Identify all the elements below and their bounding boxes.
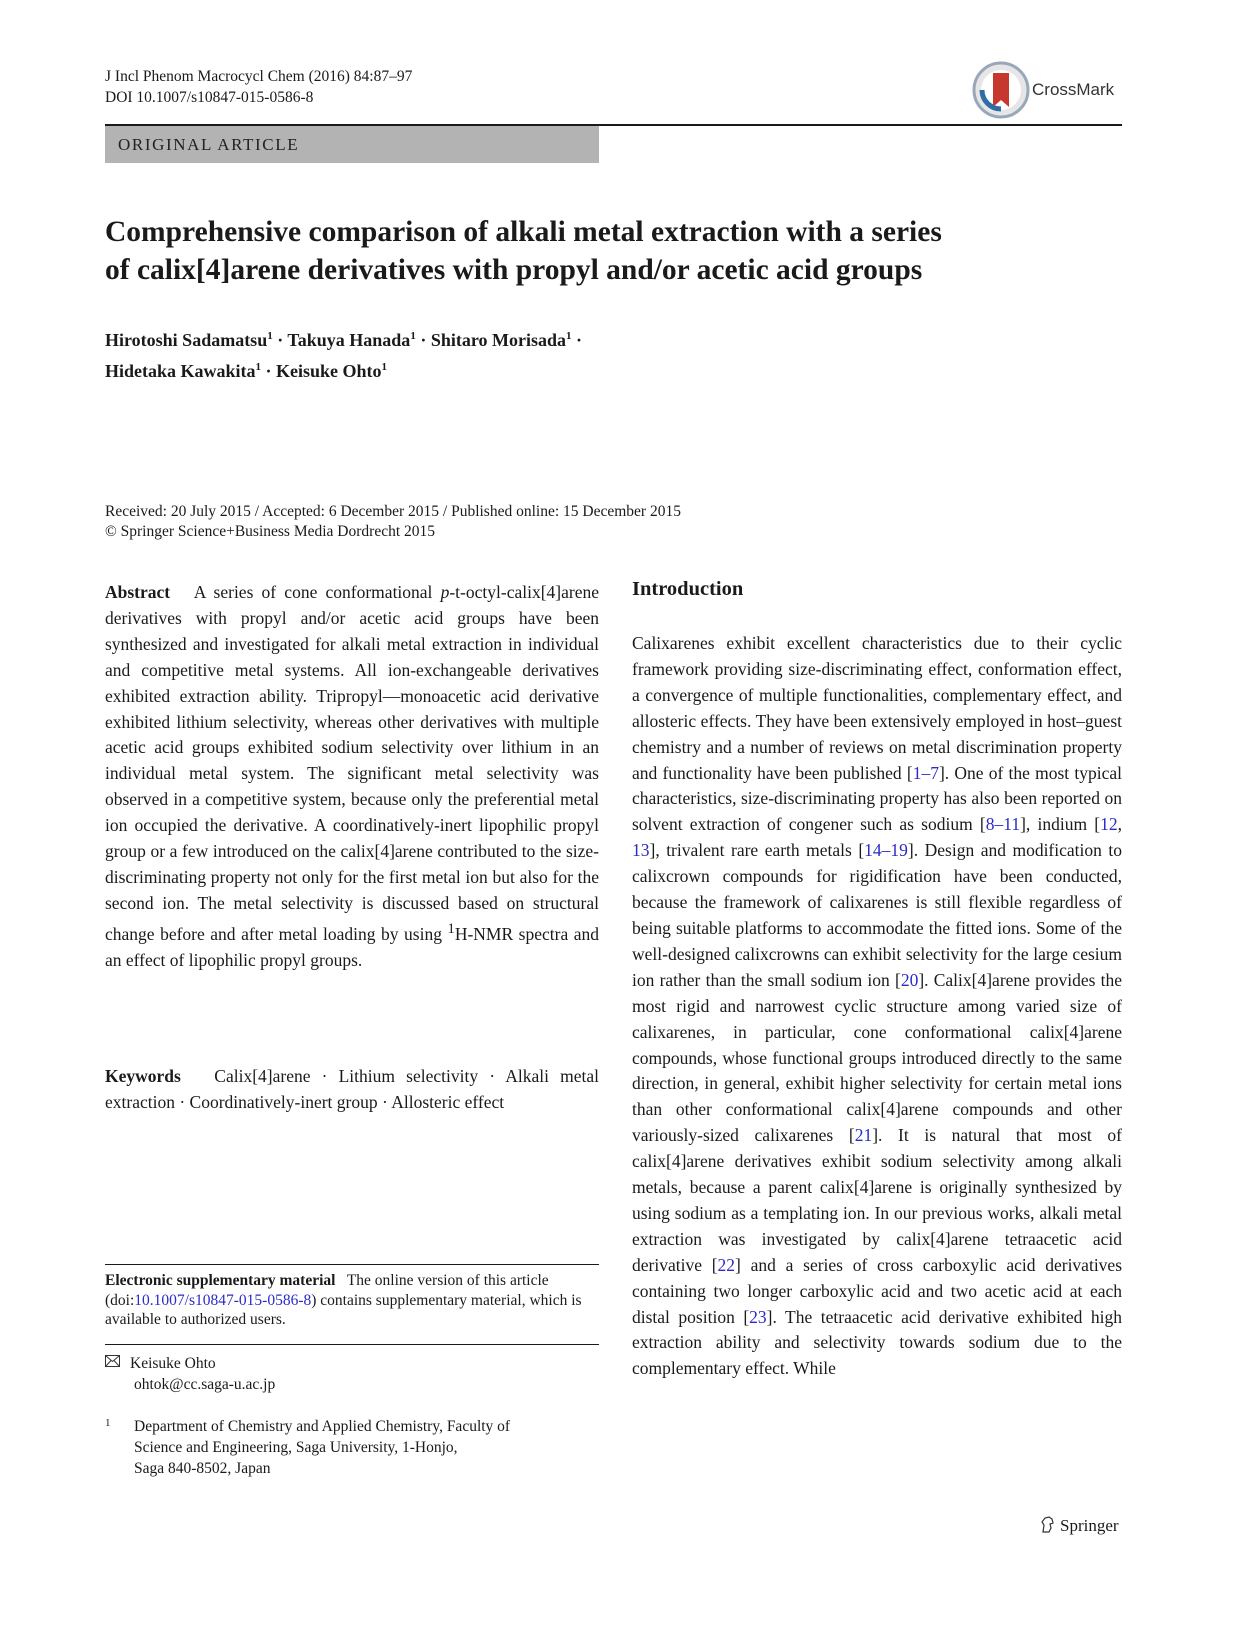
received-accepted-published: Received: 20 July 2015 / Accepted: 6 December 2015 / Published online: 15 December 2015 <box>105 503 681 520</box>
abstract-label: Abstract <box>105 582 171 602</box>
citation-link[interactable]: 20 <box>900 969 919 990</box>
author-affil-mark: 1 <box>255 361 262 373</box>
esm-text: ) contains supplementary material, which is available to authorized users. <box>105 1291 582 1328</box>
esm-rule <box>105 1264 599 1265</box>
article-type-band: ORIGINAL ARTICLE <box>105 126 599 163</box>
author-affil-mark: 1 <box>566 330 572 342</box>
journal-doi: DOI 10.1007/s10847-015-0586-8 <box>105 89 314 106</box>
keywords <box>105 1064 599 1116</box>
abstract-text: -t-octyl-calix[4]arene derivatives with propyl and/or acetic acid groups have been synthesized and investigated for alkali metal extraction in individual and competitive metal systems. All ion-exchangeable derivatives exhibited extraction ability. Tripropyl—monoacetic acid derivative exhibited lithium selectivity, whereas other derivatives with multiple acetic acid groups exhibited sodium selectivity over lithium in an individual metal system. The significant metal selectivity was observed in a competitive system, because only the preferential metal ion occupied the derivative. A coordinatively-inert lipophilic propyl group or a few introduced on the calix[4]arene contributed to the size-discriminating property not only for the first metal ion but also for the second ion. The metal selectivity is discussed based on structural change before and after metal loading by using <box>105 582 599 944</box>
intro-text: ] and a series of cross carboxylic acid derivatives containing two longer carboxylic acid and two acetic acid at each distal position [ <box>632 1254 1123 1327</box>
author-name: Keisuke Ohto <box>276 361 382 381</box>
title-line-1: Comprehensive comparison of alkali metal extraction with a series <box>105 216 942 248</box>
citation-link[interactable]: 13 <box>632 840 650 861</box>
envelope-icon <box>105 1355 120 1367</box>
intro-text: ]. One of the most typical characteristics, size-discriminating property has also been reported on solvent extraction of congener such as sodium [ <box>632 762 1122 835</box>
citation-link[interactable]: 14–19 <box>864 840 908 861</box>
affiliation-line: Science and Engineering, Saga University, 1-Honjo, <box>134 1439 458 1456</box>
citation-link[interactable]: 8–11 <box>985 814 1021 835</box>
abstract-text: H-NMR spectra and an effect of lipophilic propyl groups. <box>105 923 600 970</box>
author-affil-mark: 1 <box>381 361 388 373</box>
author-separator: · <box>265 361 272 381</box>
springer-horse-icon <box>1040 1516 1056 1533</box>
esm-label: Electronic supplementary material <box>105 1272 336 1289</box>
title-line-2: of calix[4]arene derivatives with propyl and/or acetic acid groups <box>105 254 923 286</box>
affiliation-line: Department of Chemistry and Applied Chemistry, Faculty of <box>134 1418 511 1435</box>
intro-text: Calixarenes exhibit excellent characteristics due to their cyclic framework providing size-discriminating effect, conformation effect, a convergence of multiple functionalities, complementary effect, and allosteric effects. They have been extensively employed in host–guest chemistry and a number of reviews on metal discrimination property and functionality have been published [ <box>632 633 1122 783</box>
author-separator: · <box>576 330 583 350</box>
correspondence-rule <box>105 1344 599 1345</box>
author-line-2 <box>105 354 905 385</box>
author-list <box>105 323 905 385</box>
intro-text: ]. It is natural that most of calix[4]arene derivatives exhibit sodium selectivity among alkali metals, because a parent calix[4]arene is originally synthesized by using sodium as a templating ion. In our previous works, alkali metal extraction was investigated by calix[4]arene tetraacetic acid derivative [ <box>632 1125 1122 1275</box>
nmr-superscript: 1 <box>447 920 455 937</box>
affiliation-number: 1 <box>105 1417 111 1429</box>
corresponding-email[interactable]: ohtok@cc.saga-u.ac.jp <box>134 1376 276 1393</box>
introduction-heading: Introduction <box>632 578 744 600</box>
author-line-1 <box>105 323 905 354</box>
author-separator: · <box>277 330 284 350</box>
publisher-logo <box>1040 1516 1119 1536</box>
intro-text: , <box>1117 814 1122 835</box>
abstract-text: A series of cone conformational <box>193 582 433 602</box>
publisher-name: Springer <box>1060 1516 1119 1535</box>
introduction-body <box>632 631 1122 1382</box>
crossmark-icon <box>972 61 1030 119</box>
keywords-text: Calix[4]arene · Lithium selectivity · Alkali metal extraction · Coordinatively-inert group · Allosteric effect <box>105 1066 599 1112</box>
citation-link[interactable]: 1–7 <box>912 762 939 783</box>
citation-link[interactable]: 23 <box>749 1306 767 1327</box>
corresponding-author: Keisuke Ohto <box>130 1355 216 1372</box>
affiliation <box>105 1416 599 1479</box>
abstract <box>105 580 599 973</box>
author-name: Shitaro Morisada <box>430 330 567 350</box>
author-affil-mark: 1 <box>267 330 273 342</box>
paper-title <box>105 213 1105 289</box>
author-affil-mark: 1 <box>410 330 416 342</box>
keywords-label: Keywords <box>105 1066 181 1086</box>
crossmark-badge[interactable] <box>972 61 1124 119</box>
supplementary-note <box>105 1271 599 1330</box>
copyright-line: © Springer Science+Business Media Dordrecht 2015 <box>105 523 436 540</box>
intro-text: ]. Design and modification to calixcrown compounds for rigidification have been conducted, because the framework of calixarenes is still flexible regardless of being suitable platforms to accommodate the fitted ions. Some of the well-designed calixcrowns can exhibit selectivity for the large cesium ion rather than the small sodium ion [ <box>632 840 1122 990</box>
doi-link[interactable]: 10.1007/s10847-015-0586-8 <box>134 1291 312 1309</box>
citation-link[interactable]: 22 <box>717 1254 736 1275</box>
abstract-italic-p: p <box>440 582 450 602</box>
intro-text: ]. Calix[4]arene provides the most rigid and narrowest cyclic structure among varied size of calixarenes, in particular, cone conformational calix[4]arene compounds, whose functional groups introduced directly to the same direction, in general, exhibit higher selectivity for certain metal ions than other conformational calix[4]arene compounds and other variously-sized calixarenes [ <box>632 969 1122 1146</box>
publication-dates <box>105 502 681 542</box>
intro-text: ], trivalent rare earth metals [ <box>649 840 865 861</box>
esm-text: The online version of this article (doi: <box>105 1272 549 1309</box>
author-name: Takuya Hanada <box>287 330 411 350</box>
correspondence <box>105 1353 275 1395</box>
affiliation-line: Saga 840-8502, Japan <box>134 1460 271 1477</box>
author-name: Hirotoshi Sadamatsu <box>105 330 268 350</box>
crossmark-label: CrossMark <box>1032 80 1115 99</box>
journal-citation <box>105 66 412 108</box>
intro-text: ], indium [ <box>1020 814 1101 835</box>
journal-name-volume: J Incl Phenom Macrocycl Chem (2016) 84:87–97 <box>105 68 413 85</box>
intro-text: ]. The tetraacetic acid derivative exhibited high extraction ability and selectivity towards sodium due to the complementary effect. While <box>632 1306 1122 1379</box>
author-name: Hidetaka Kawakita <box>105 361 256 381</box>
author-separator: · <box>420 330 427 350</box>
citation-link[interactable]: 21 <box>854 1125 873 1146</box>
citation-link[interactable]: 12 <box>1100 814 1118 835</box>
